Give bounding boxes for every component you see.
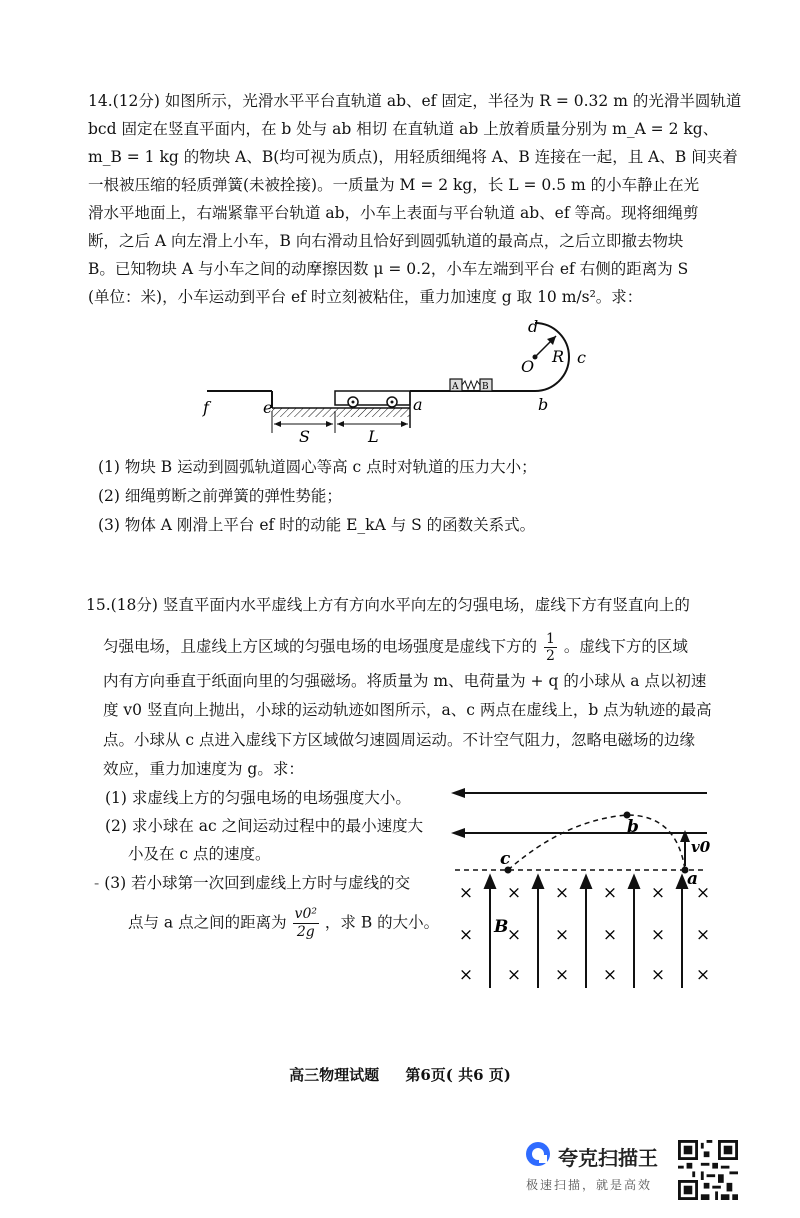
footer-page: 第6页( 共6 页) xyxy=(405,1066,511,1084)
cross: × xyxy=(554,925,570,945)
fraction-half xyxy=(544,631,557,664)
q15-line-2 xyxy=(103,631,688,664)
q14-line-7: B。已知物块 A 与小车之间的动摩擦因数 μ = 0.2，小车左端到平台 ef 右侧的距离为 S xyxy=(88,260,689,278)
label-O: O xyxy=(521,357,535,376)
cross: × xyxy=(458,965,474,985)
q14-sub-2: (2) 细绳剪断之前弹簧的弹性势能； xyxy=(98,487,342,505)
fraction-distance xyxy=(293,906,319,941)
scanner-name: 夸克扫描王 xyxy=(558,1146,658,1170)
scanner-watermark xyxy=(524,1138,674,1198)
q15-line-2-a: 匀强电场，且虚线上方区域的匀强电场的电场强度是虚线下方的 xyxy=(103,637,538,656)
scanner-slogan: 极速扫描，就是高效 xyxy=(526,1178,653,1192)
page-footer xyxy=(0,1064,800,1085)
label-block-A: A xyxy=(452,382,459,392)
trajectory xyxy=(508,815,685,870)
cross: × xyxy=(458,883,474,903)
q15-sub-2: (2) 求小球在 ac 之间运动过程中的最小速度大 xyxy=(105,817,424,835)
q14-line-6: 断，之后 A 向左滑上小车，B 向右滑动且恰好到圆弧轨道的最高点，之后立即撤去物块 xyxy=(88,232,684,250)
q15-line-1: 15.(18分) 竖直平面内水平虚线上方有方向水平向左的匀强电场，虚线下方有竖直向上的 xyxy=(86,596,690,614)
q15-sub-3-cont-b: ，求 B 的大小。 xyxy=(324,913,440,932)
cart xyxy=(335,391,410,405)
q14-line-2: bcd 固定在竖直平面内，在 b 处与 ab 相切 在直轨道 ab 上放着质量分别为 m_A = 2 kg、 xyxy=(88,120,719,138)
q15-sub-3-cont-a: 点与 a 点之间的距离为 xyxy=(128,913,287,932)
q14-line-8: (单位：米)，小车运动到平台 ef 时立刻被粘住，重力加速度 g 取 10 m/s²。求： xyxy=(88,288,643,306)
scanner-logo-icon xyxy=(524,1140,552,1168)
label-R: R xyxy=(552,347,565,366)
cross: × xyxy=(695,883,711,903)
cross: × xyxy=(602,883,618,903)
footer-subject: 高三物理试题 xyxy=(289,1066,380,1084)
cross: × xyxy=(650,965,666,985)
cross: × xyxy=(506,883,522,903)
cross: × xyxy=(695,925,711,945)
ground-hatch xyxy=(272,408,410,417)
label-b: b xyxy=(538,395,549,414)
q15-figure xyxy=(445,780,715,1000)
cross: × xyxy=(650,925,666,945)
q15-sub-3-text: (3) 若小球第一次回到虚线上方时与虚线的交 xyxy=(104,874,411,892)
cross: × xyxy=(602,925,618,945)
q14-sub-1: (1) 物块 B 运动到圆弧轨道圆心等高 c 点时对轨道的压力大小； xyxy=(98,458,537,476)
fraction-half-num: 1 xyxy=(545,631,555,647)
cross: × xyxy=(458,925,474,945)
label-d: d xyxy=(528,318,539,336)
q15-sub-3-cont xyxy=(128,906,439,941)
fraction-distance-den: 2g xyxy=(296,924,315,940)
q15-sub-1: (1) 求虚线上方的匀强电场的电场强度大小。 xyxy=(105,789,411,807)
label-L: L xyxy=(368,427,379,446)
label-f: f xyxy=(203,398,209,417)
q15-line-2-b: 。虚线下方的区域 xyxy=(563,637,688,656)
q14-line-5: 滑水平地面上，右端紧靠平台轨道 ab，小车上表面与平台轨道 ab、ef 等高。现将细绳剪 xyxy=(88,204,699,222)
cross: × xyxy=(650,883,666,903)
q15-line-6: 效应，重力加速度为 g。求： xyxy=(103,760,304,778)
q15-line-3: 内有方向垂直于纸面向里的匀强磁场。将质量为 m、电荷量为 + q 的小球从 a 点以初速 xyxy=(103,672,707,690)
label-B: B xyxy=(494,917,509,937)
cross: × xyxy=(695,965,711,985)
label-b: b xyxy=(627,817,639,837)
cross: × xyxy=(506,965,522,985)
label-a: a xyxy=(413,395,423,414)
label-a: a xyxy=(687,869,699,889)
q14-sub-3: (3) 物体 A 刚滑上平台 ef 时的动能 E_kA 与 S 的函数关系式。 xyxy=(98,516,536,534)
fraction-distance-num: v0² xyxy=(294,906,317,922)
q14-line-1: 14.(12分) 如图所示，光滑水平平台直轨道 ab、ef 固定，半径为 R = 0.32 m 的光滑半圆轨道 xyxy=(88,92,742,110)
label-S: S xyxy=(299,427,310,446)
q14-line-3: m_B = 1 kg 的物块 A、B(均可视为质点)，用轻质细绳将 A、B 连接在一起，且 A、B 间夹着 xyxy=(88,148,738,166)
label-c: c xyxy=(500,849,511,869)
q15-sub-3: - (3) 若小球第一次回到虚线上方时与虚线的交 xyxy=(94,874,411,892)
q15-line-5: 点。小球从 c 点进入虚线下方区域做匀速圆周运动。不计空气阻力，忽略电磁场的边缘 xyxy=(103,731,696,749)
label-block-B: B xyxy=(482,382,489,392)
cross: × xyxy=(554,965,570,985)
label-c: c xyxy=(577,348,586,367)
q15-line-4: 度 v0 竖直向上抛出，小球的运动轨迹如图所示，a、c 两点在虚线上，b 点为轨迹的最高 xyxy=(103,701,712,719)
cross: × xyxy=(506,925,522,945)
label-e: e xyxy=(263,398,273,417)
cross: × xyxy=(602,965,618,985)
q15-sub-2-cont: 小及在 c 点的速度。 xyxy=(128,845,271,863)
qr-code-icon xyxy=(678,1140,738,1200)
fraction-half-den: 2 xyxy=(545,648,555,664)
q14-line-4: 一根被压缩的轻质弹簧(未被拴接)。一质量为 M = 2 kg，长 L = 0.5 m 的小车静止在光 xyxy=(88,176,700,194)
q14-figure xyxy=(195,318,595,448)
label-v0: v0 xyxy=(691,838,711,856)
cross: × xyxy=(554,883,570,903)
spring xyxy=(462,381,480,389)
